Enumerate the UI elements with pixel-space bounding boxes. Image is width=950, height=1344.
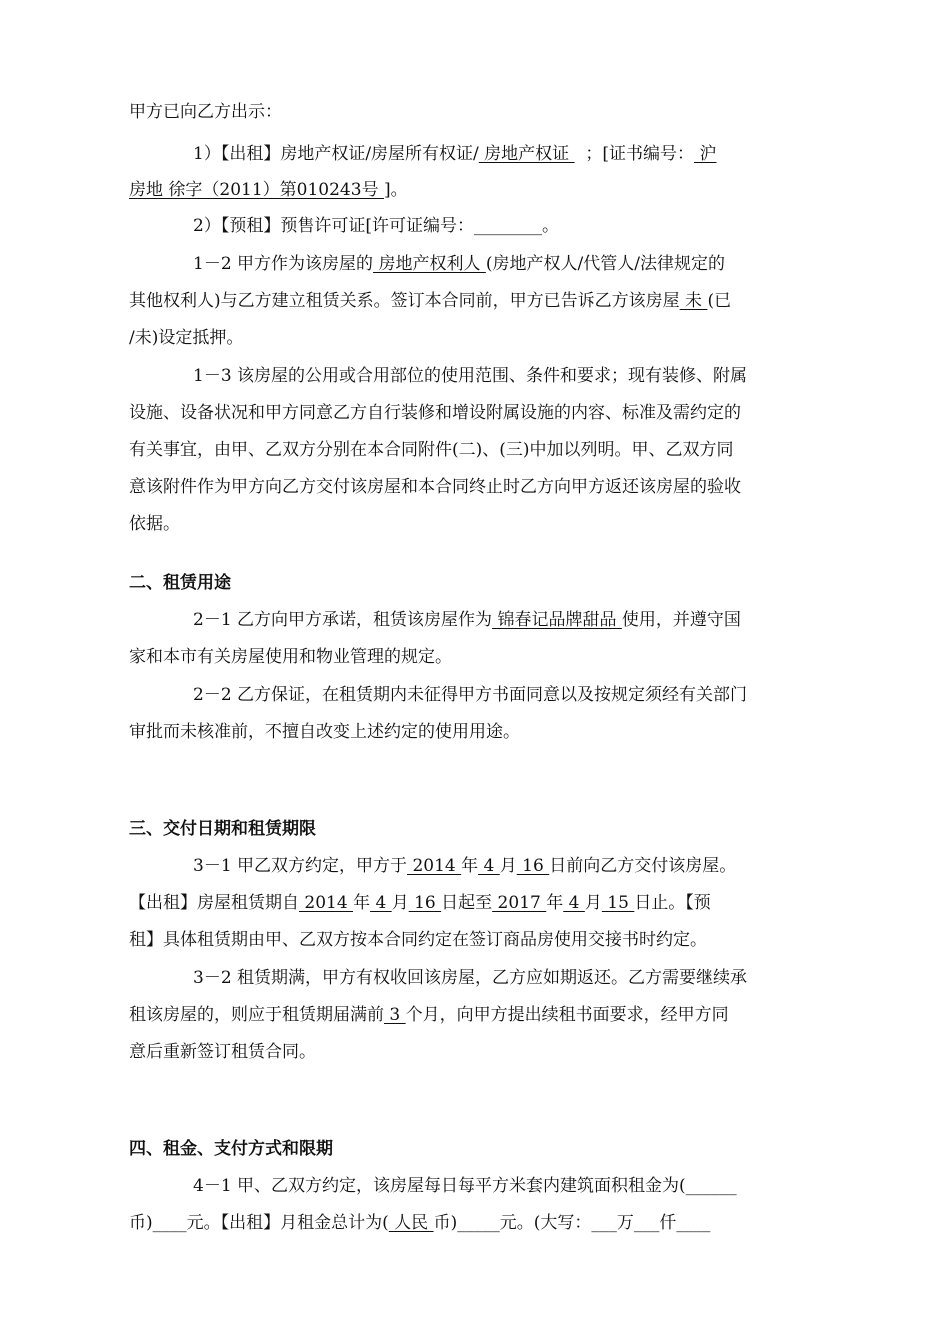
clause-1-3-line: 依据。 bbox=[129, 514, 180, 534]
clause-2-2-line: 2－2 乙方保证，在租赁期内未征得甲方书面同意以及按规定须经有关部门 bbox=[193, 685, 748, 705]
section-heading-2: 二、租赁用途 bbox=[129, 573, 231, 593]
clause-1-3-line: 意该附件作为甲方向乙方交付该房屋和本合同终止时乙方向甲方返还该房屋的验收 bbox=[129, 477, 741, 497]
clause-1-2-line: 1－2 甲方作为该房屋的 房地产权利人 (房地产权人/代管人/法律规定的 bbox=[193, 254, 725, 274]
clause-1-3-line: 1－3 该房屋的公用或合用部位的使用范围、条件和要求；现有装修、附属 bbox=[193, 366, 748, 386]
clause-2-1-line: 2－1 乙方向甲方承诺，租赁该房屋作为 锦春记品牌甜品 使用，并遵守国 bbox=[193, 610, 741, 630]
clause-4-1-line: 币)____元。【出租】月租金总计为( 人民 币)_____元。(大写：___万___仟____ bbox=[129, 1213, 711, 1233]
clause-3-1-line: 3－1 甲乙双方约定，甲方于 2014 年 4 月 16 日前向乙方交付该房屋。 bbox=[193, 856, 737, 876]
section-heading-3: 三、交付日期和租赁期限 bbox=[129, 819, 316, 839]
clause-2-1-line: 家和本市有关房屋使用和物业管理的规定。 bbox=[129, 647, 452, 667]
clause-3-2-line: 租该房屋的，则应于租赁期届满前 3 个月，向甲方提出续租书面要求，经甲方同 bbox=[129, 1005, 729, 1025]
clause-4-1-line: 4－1 甲、乙双方约定，该房屋每日每平方米套内建筑面积租金为(______ bbox=[193, 1176, 737, 1196]
intro-line: 甲方已向乙方出示： bbox=[129, 102, 282, 122]
clause-1-3-line: 有关事宜，由甲、乙双方分别在本合同附件(二)、(三)中加以列明。甲、乙双方同 bbox=[129, 440, 734, 460]
presale-permit-line: 2）【预租】预售许可证[许可证编号：________。 bbox=[193, 216, 559, 236]
clause-1-3-line: 设施、设备状况和甲方同意乙方自行装修和增设附属设施的内容、标准及需约定的 bbox=[129, 403, 741, 423]
section-heading-4: 四、租金、支付方式和限期 bbox=[129, 1139, 333, 1159]
clause-3-1-line: 【出租】房屋租赁期自 2014 年 4 月 16 日起至 2017 年 4 月 15 日止。【预 bbox=[129, 893, 711, 913]
clause-3-1-line: 租】具体租赁期由甲、乙双方按本合同约定在签订商品房使用交接书时约定。 bbox=[129, 930, 707, 950]
cert-number-line: 房地 徐字（2011）第010243号 ]。 bbox=[129, 180, 408, 200]
clause-1-2-line: 其他权利人)与乙方建立租赁关系。签订本合同前，甲方已告诉乙方该房屋 未 (已 bbox=[129, 291, 732, 311]
clause-3-2-line: 意后重新签订租赁合同。 bbox=[129, 1042, 316, 1062]
cert-line: 1）【出租】房地产权证/房屋所有权证/ 房地产权证 ；[证书编号： 沪 bbox=[193, 144, 717, 164]
clause-1-2-line: /未)设定抵押。 bbox=[129, 328, 244, 348]
clause-3-2-line: 3－2 租赁期满，甲方有权收回该房屋，乙方应如期返还。乙方需要继续承 bbox=[193, 968, 748, 988]
clause-2-2-line: 审批而未核准前，不擅自改变上述约定的使用用途。 bbox=[129, 722, 520, 742]
